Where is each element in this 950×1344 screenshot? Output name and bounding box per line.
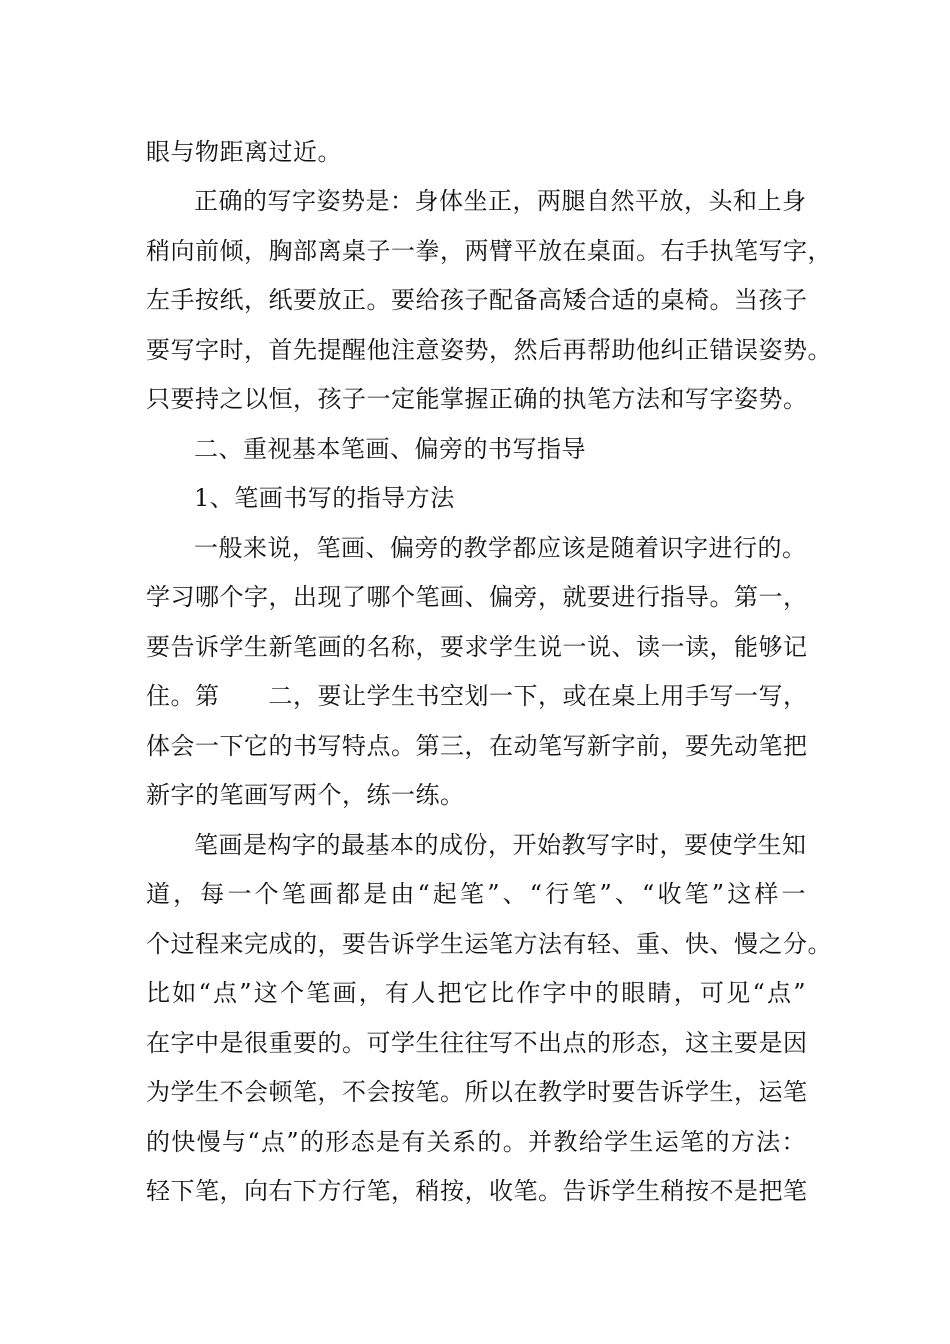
text-line: 稍向前倾，胸部离桌子一拳，两臂平放在桌面。右手执笔写字，	[146, 237, 832, 265]
text-line: 为学生不会顿笔，不会按笔。所以在教学时要告诉学生，运笔	[146, 1078, 808, 1106]
text-line: 个过程来完成的，要告诉学生运笔方法有轻、重、快、慢之分。	[146, 930, 832, 958]
text-line: 眼与物距离过近。	[146, 138, 342, 166]
text-line: 体会一下它的书写特点。第三，在动笔写新字前，要先动笔把	[146, 732, 808, 760]
paragraph-first-line: 笔画是构字的最基本的成份，开始教写字时，要使学生知	[194, 831, 807, 859]
text-line: 的快慢与“点”的形态是有关系的。并教给学生运笔的方法：	[146, 1128, 806, 1156]
paragraph-first-line: 一般来说，笔画、偏旁的教学都应该是随着识字进行的。	[194, 534, 807, 562]
text-line: 要告诉学生新笔画的名称，要求学生说一说、读一读，能够记	[146, 633, 808, 661]
text-line: 在字中是很重要的。可学生往往写不出点的形态，这主要是因	[146, 1029, 808, 1057]
text-line: 要写字时，首先提醒他注意姿势，然后再帮助他纠正错误姿势。	[146, 336, 832, 364]
section-heading: 二、重视基本笔画、偏旁的书写指导	[194, 435, 586, 463]
text-line: 学习哪个字，出现了哪个笔画、偏旁，就要进行指导。第一，	[146, 583, 808, 611]
text-line: 左手按纸，纸要放正。要给孩子配备高矮合适的桌椅。当孩子	[146, 286, 808, 314]
text-line: 新字的笔画写两个，练一练。	[146, 781, 465, 809]
subsection-heading: 1、笔画书写的指导方法	[194, 484, 455, 512]
text-line: 比如“点”这个笔画，有人把它比作字中的眼睛，可见“点”	[146, 979, 806, 1007]
text-line: 轻下笔，向右下方行笔，稍按，收笔。告诉学生稍按不是把笔	[146, 1177, 808, 1205]
text-line: 道，每一个笔画都是由“起笔”、“行笔”、“收笔”这样一	[146, 880, 806, 908]
text-line: 住。第 二，要让学生书空划一下，或在桌上用手写一写，	[146, 682, 808, 710]
paragraph-first-line: 正确的写字姿势是：身体坐正，两腿自然平放，头和上身	[194, 187, 807, 215]
text-line: 只要持之以恒，孩子一定能掌握正确的执笔方法和写字姿势。	[146, 385, 808, 413]
